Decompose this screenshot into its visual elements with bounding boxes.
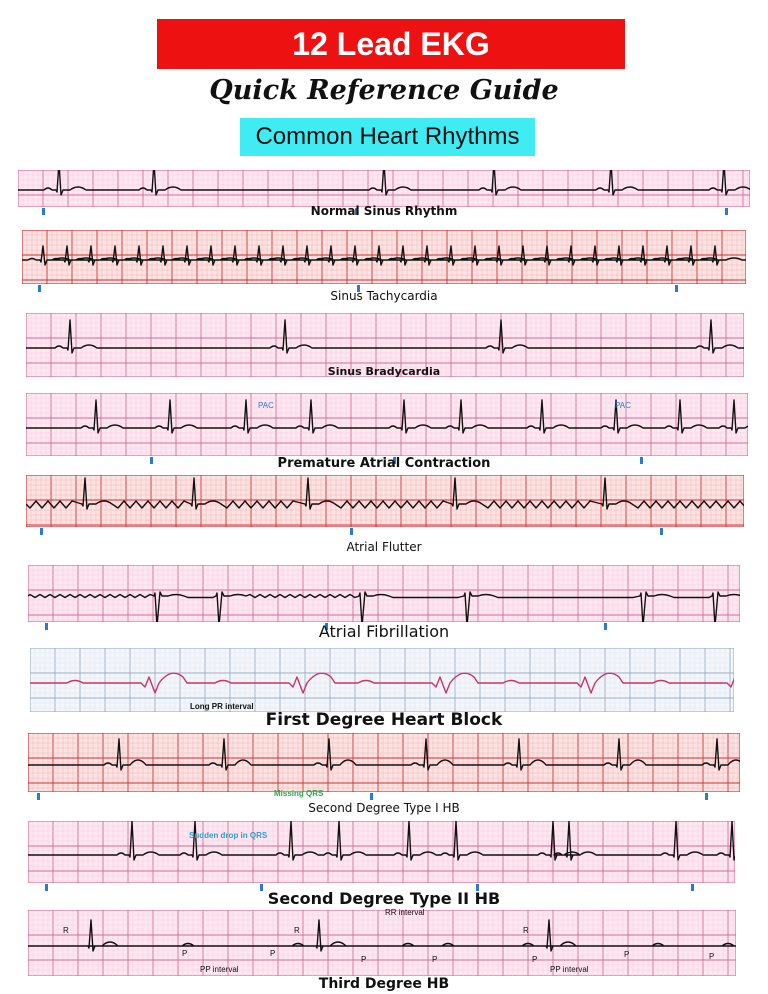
annotation-label: Missing QRS (274, 789, 324, 798)
rhythm-label: Premature Atrial Contraction (277, 456, 491, 471)
annotation-label: R (523, 926, 529, 935)
annotation-label: R (63, 926, 69, 935)
rhythm-label: Sinus Bradycardia (327, 365, 441, 378)
rhythm-label: First Degree Heart Block (265, 710, 503, 730)
ekg-strip-8 (28, 733, 740, 792)
annotation-label: Long PR interval (190, 702, 254, 711)
rhythm-label: Atrial Fibrillation (318, 622, 450, 641)
rhythm-label: Third Degree HB (318, 976, 450, 992)
annotation-label: PP interval (200, 965, 239, 974)
timing-marker (370, 793, 373, 800)
ekg-strip-5 (26, 475, 744, 527)
annotation-label: P (270, 949, 276, 958)
rhythm-label: Normal Sinus Rhythm (310, 204, 458, 218)
grid-background (26, 475, 744, 527)
rhythm-label: Atrial Flutter (346, 540, 422, 554)
ekg-strip-9 (28, 821, 735, 883)
grid-background (18, 170, 750, 207)
ekg-strip-1 (18, 170, 750, 207)
annotation-label: P (182, 949, 188, 958)
annotation-label: PP interval (550, 965, 589, 974)
annotation-label: P (361, 955, 367, 964)
grid-background (30, 648, 734, 712)
annotation-label: R (294, 926, 300, 935)
timing-marker (705, 793, 708, 800)
section-heading: Common Heart Rhythms (240, 118, 535, 156)
rhythm-label: Second Degree Type I HB (308, 801, 460, 815)
rhythm-label: Sinus Tachycardia (330, 289, 438, 303)
annotation-label: P (532, 955, 538, 964)
ekg-strip-6 (28, 565, 740, 622)
annotation-label: P (432, 955, 438, 964)
annotation-label: RR interval (385, 908, 425, 917)
grid-background (22, 230, 746, 284)
timing-marker (660, 528, 663, 535)
timing-marker (40, 528, 43, 535)
ekg-strip-4 (26, 393, 748, 456)
timing-marker (37, 793, 40, 800)
page-subtitle: Quick Reference Guide (209, 75, 559, 106)
annotation-label: P (624, 950, 630, 959)
ekg-strip-2 (22, 230, 746, 284)
annotation-label: Sudden drop in QRS (189, 831, 268, 840)
annotation-label: P (709, 952, 715, 961)
grid-background (26, 393, 748, 456)
timing-marker (350, 528, 353, 535)
annotation-label: PAC (615, 401, 631, 410)
ekg-strip-10 (28, 910, 736, 976)
annotation-label: PAC (258, 401, 274, 410)
ekg-strip-7 (30, 648, 734, 712)
grid-background (28, 565, 740, 622)
rhythm-label: Second Degree Type II HB (267, 889, 501, 908)
page-title: 12 Lead EKG (157, 19, 625, 69)
